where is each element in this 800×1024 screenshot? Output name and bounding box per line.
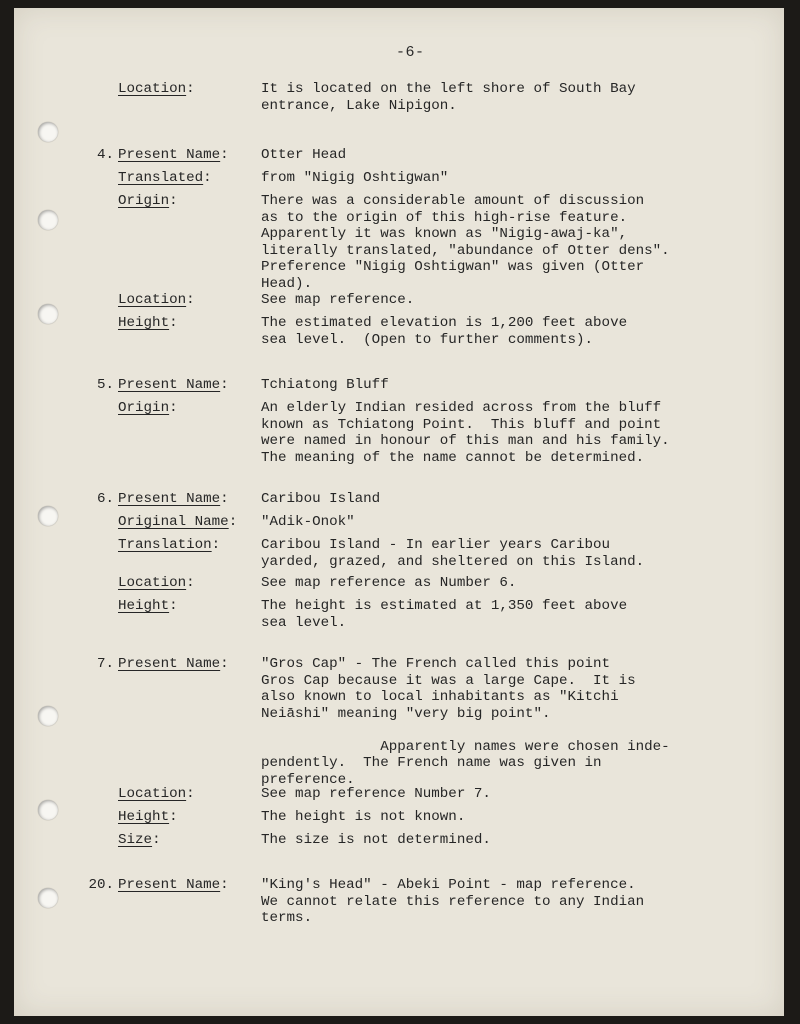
field-label: Location: <box>118 81 195 97</box>
field-value: Caribou Island - In earlier years Caribou yarded, grazed, and sheltered on this Island. <box>261 537 645 570</box>
field-value: "Gros Cap" - The French called this point Gros Cap because it was a large Cape. It is also known to local inhabitants as "Kitchi Neiāshi" meaning "very big point". Apparently names were chosen inde- pendently. The French name was given in preference. <box>261 656 670 788</box>
entry-number: 6. <box>96 491 114 507</box>
field-label: Present Name: <box>118 377 229 393</box>
field-label: Original Name: <box>118 514 238 530</box>
binder-hole <box>38 706 58 726</box>
entry-number: 7. <box>96 656 114 672</box>
field-value: There was a considerable amount of discussion as to the origin of this high-rise feature. Apparently it was known as "Nigig-awaj-ka", literally translated, "abundance of Otter dens". Preference "Nigig Oshtigwan" was given (Otter Head). <box>261 193 670 292</box>
field-label: Size: <box>118 832 161 848</box>
field-label: Height: <box>118 315 178 331</box>
field-label: Origin: <box>118 193 178 209</box>
entry-number: 20. <box>88 877 114 893</box>
field-label: Location: <box>118 292 195 308</box>
field-label: Translation: <box>118 537 221 553</box>
field-label: Present Name: <box>118 147 229 163</box>
field-label: Translated: <box>118 170 212 186</box>
binder-hole <box>38 210 58 230</box>
binder-hole <box>38 304 58 324</box>
binder-hole <box>38 506 58 526</box>
binder-hole <box>38 122 58 142</box>
field-value: Tchiatong Bluff <box>261 377 389 393</box>
entry-number: 4. <box>96 147 114 163</box>
field-value: The size is not determined. <box>261 832 491 848</box>
field-value: "King's Head" - Abeki Point - map reference. We cannot relate this reference to any Indian terms. <box>261 877 645 926</box>
entry-number: 5. <box>96 377 114 393</box>
field-value: See map reference as Number 6. <box>261 575 517 591</box>
field-value: Caribou Island <box>261 491 381 507</box>
field-value: It is located on the left shore of South Bay entrance, Lake Nipigon. <box>261 81 636 114</box>
field-label: Height: <box>118 809 178 825</box>
document-page <box>14 8 784 1016</box>
field-value: The height is estimated at 1,350 feet above sea level. <box>261 598 628 631</box>
field-value: The estimated elevation is 1,200 feet above sea level. (Open to further comments). <box>261 315 628 348</box>
binder-hole <box>38 800 58 820</box>
field-value: See map reference. <box>261 292 415 308</box>
field-value: The height is not known. <box>261 809 466 825</box>
field-label: Location: <box>118 575 195 591</box>
field-value: "Adik-Onok" <box>261 514 355 530</box>
field-label: Location: <box>118 786 195 802</box>
field-value: from "Nigig Oshtigwan" <box>261 170 449 186</box>
binder-hole <box>38 888 58 908</box>
page-number: -6- <box>396 44 425 61</box>
field-label: Height: <box>118 598 178 614</box>
field-value: An elderly Indian resided across from the bluff known as Tchiatong Point. This bluff and point were named in honour of this man and his family. The meaning of the name cannot be determined. <box>261 400 670 466</box>
field-value: See map reference Number 7. <box>261 786 491 802</box>
field-value: Otter Head <box>261 147 347 163</box>
field-label: Origin: <box>118 400 178 416</box>
field-label: Present Name: <box>118 491 229 507</box>
field-label: Present Name: <box>118 877 229 893</box>
field-label: Present Name: <box>118 656 229 672</box>
